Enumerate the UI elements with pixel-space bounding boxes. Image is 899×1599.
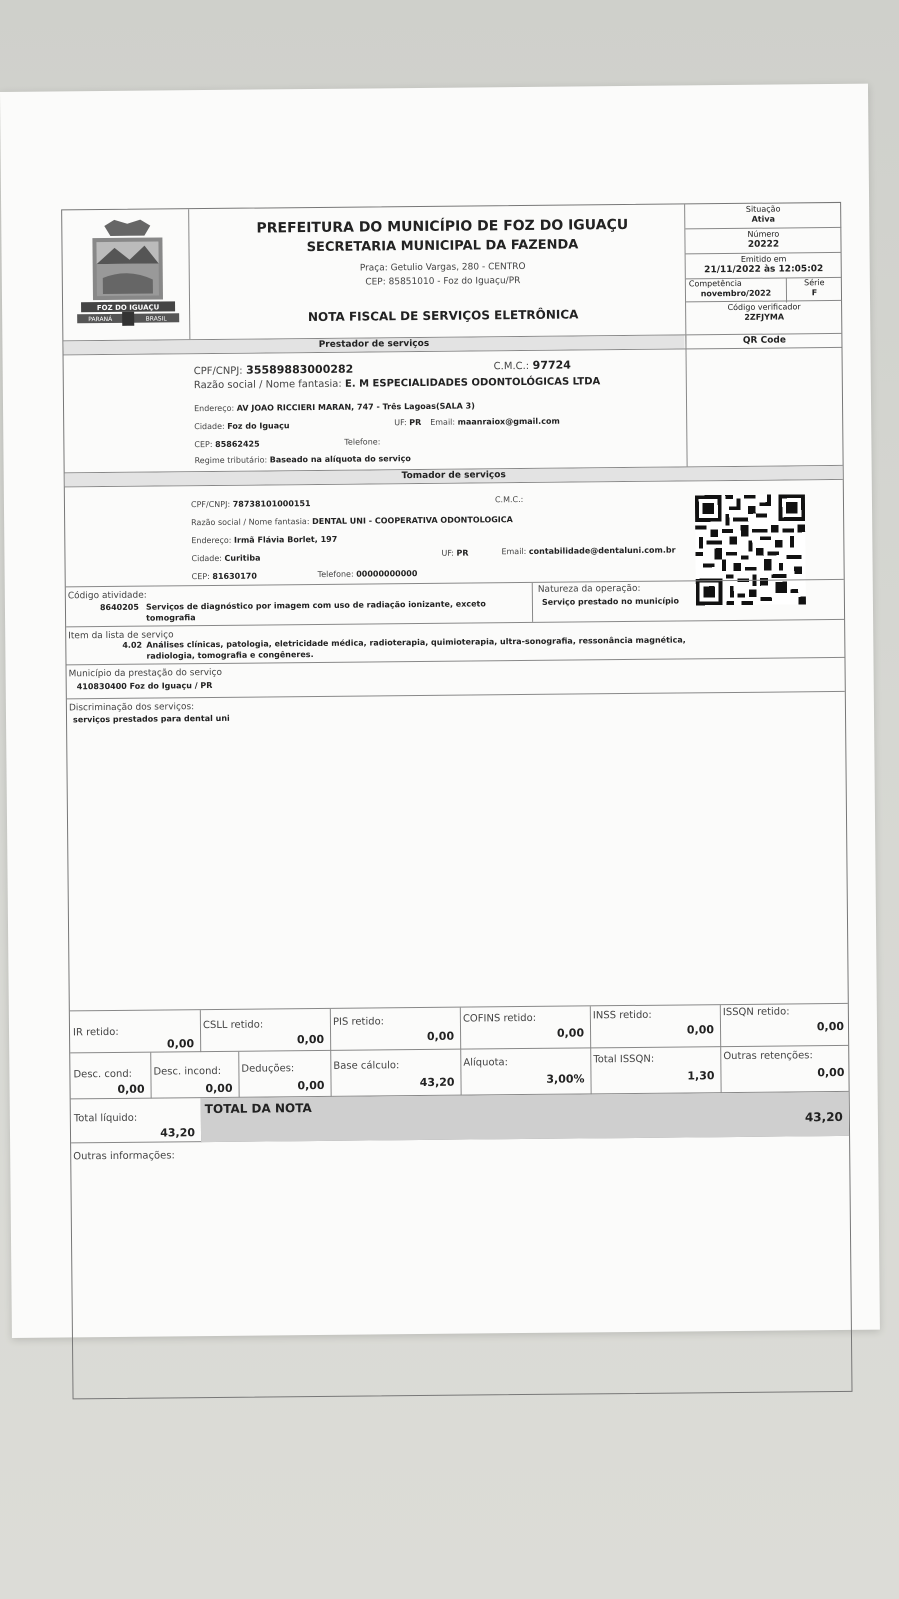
deductions: Deduções: 0,00 xyxy=(238,1051,331,1098)
tax-pis: PIS retido: 0,00 xyxy=(330,1008,461,1051)
provider-cep: CEP: 85862425 xyxy=(194,439,260,450)
tax-inss: INSS retido: 0,00 xyxy=(590,1005,721,1048)
customer-cnpj: CPF/CNPJ: 78738101000151 xyxy=(190,499,311,510)
service-item-label: Item da lista de serviço xyxy=(68,630,174,642)
operation-nature-value: Serviço prestado no município xyxy=(541,596,680,607)
status-panel xyxy=(684,203,842,335)
customer-section xyxy=(65,480,844,587)
series-value: F xyxy=(811,288,818,298)
competence-label: Competência xyxy=(688,278,742,289)
other-info-section xyxy=(71,1136,851,1393)
provider-uf: UF: PR xyxy=(394,417,422,428)
calculation-base: Base cálculo: 43,20 xyxy=(330,1050,461,1097)
tax-cofins: COFINS retido: 0,00 xyxy=(460,1006,591,1049)
customer-section-title: Tomador de serviços xyxy=(65,466,843,486)
activity-label: Código atividade: xyxy=(67,590,147,602)
customer-phone: Telefone: 00000000000 xyxy=(317,569,418,579)
municipality-title: PREFEITURA DO MUNICÍPIO DE FOZ DO IGUAÇU xyxy=(256,216,629,237)
provider-email: Email: maanraiox@gmail.com xyxy=(430,416,560,427)
provider-section xyxy=(64,348,843,473)
services-description-label: Discriminação dos serviços: xyxy=(68,702,195,714)
totals-row xyxy=(71,1092,849,1143)
net-total: Total líquido: 43,20 xyxy=(71,1098,202,1143)
address-line-2: CEP: 85851010 - Foz do Iguaçu/PR xyxy=(365,276,521,288)
service-item-description-2: radiologia, tomografia e congêneres. xyxy=(146,650,314,661)
activity-code: 8640205 xyxy=(99,602,139,613)
municipality-value: 410830400 Foz do Iguaçu / PR xyxy=(76,680,213,692)
svg-text:BRASIL: BRASIL xyxy=(145,315,167,323)
tax-withholding-row xyxy=(70,1004,848,1053)
series-label: Série xyxy=(804,278,825,288)
provider-phone: Telefone: xyxy=(344,437,381,447)
invoice-header xyxy=(62,203,841,341)
tax-csll: CSLL retido: 0,00 xyxy=(200,1009,331,1052)
customer-name: Razão social / Nome fantasia: DENTAL UNI - COOPERATIVA ODONTOLOGICA xyxy=(191,515,513,528)
paper-sheet xyxy=(0,84,880,1338)
tax-ir: IR retido: 0,00 xyxy=(70,1010,201,1053)
issued-value: 21/11/2022 às 12:05:02 xyxy=(704,264,824,276)
customer-cmc: C.M.C.: xyxy=(494,494,524,505)
tax-calculation-row xyxy=(70,1046,848,1099)
issued-label: Emitido em xyxy=(740,254,787,264)
invoice-total-label: TOTAL DA NOTA xyxy=(204,1101,312,1117)
provider-section-title: Prestador de serviços xyxy=(63,335,684,354)
discount-conditional: Desc. cond: 0,00 xyxy=(70,1053,151,1100)
customer-email: Email: contabilidade@dentaluni.com.br xyxy=(501,545,676,557)
status-value: Ativa xyxy=(751,214,775,224)
provider-cnpj: CPF/CNPJ: 35589883000282 xyxy=(193,362,354,378)
provider-tax-regime: Regime tributário: Baseado na alíquota do serviço xyxy=(194,454,411,466)
invoice-total-value: 43,20 xyxy=(804,1109,843,1125)
customer-uf: UF: PR xyxy=(441,548,469,558)
activity-description-2: tomografia xyxy=(146,613,196,623)
service-item-description-1: Análises clínicas, patologia, eletricidade médica, radioterapia, quimioterapia, ultra-sonografia, ressonância magnética, xyxy=(146,635,686,650)
customer-city: Cidade: Curitiba xyxy=(191,553,261,564)
provider-cmc: C.M.C.: 97724 xyxy=(493,358,571,373)
address-line-1: Praça: Getulio Vargas, 280 - CENTRO xyxy=(359,261,526,274)
city-coat-of-arms-icon xyxy=(74,217,181,328)
qr-code-label: QR Code xyxy=(685,334,842,349)
verification-label: Código verificador xyxy=(727,302,801,313)
verification-code: 2ZFJYMA xyxy=(744,312,785,322)
document-title: NOTA FISCAL DE SERVIÇOS ELETRÔNICA xyxy=(307,307,579,325)
competence-value: novembro/2022 xyxy=(700,288,772,299)
svg-text:FOZ DO IGUAÇU: FOZ DO IGUAÇU xyxy=(96,303,160,313)
other-withholdings: Outras retenções: 0,00 xyxy=(723,1050,845,1080)
status-label: Situação xyxy=(745,204,781,214)
invoice-total xyxy=(201,1092,849,1142)
svg-text:PARANÁ: PARANÁ xyxy=(88,315,113,324)
tax-issqn: ISSQN retido: 0,00 xyxy=(722,1006,845,1034)
tax-rate: Alíquota: 3,00% xyxy=(460,1048,591,1095)
operation-nature-label: Natureza da operação: xyxy=(537,583,641,595)
number-value: 20222 xyxy=(747,239,780,250)
other-info-label: Outras informações: xyxy=(73,1150,175,1163)
total-issqn: Total ISSQN: 1,30 xyxy=(590,1047,721,1094)
activity-description-1: Serviços de diagnóstico por imagem com uso de radiação ionizante, exceto xyxy=(145,599,486,612)
provider-address: Endereço: AV JOAO RICCIERI MARAN, 747 - Três Lagoas(SALA 3) xyxy=(194,401,475,414)
discount-unconditional: Desc. incond: 0,00 xyxy=(150,1052,239,1099)
services-description-value: serviços prestados para dental uni xyxy=(72,713,230,725)
number-label: Número xyxy=(747,229,780,239)
services-description-section xyxy=(67,692,848,1011)
provider-city: Cidade: Foz do Iguaçu xyxy=(194,421,290,432)
provider-name: Razão social / Nome fantasia: E. M ESPECIALIDADES ODONTOLÓGICAS LTDA xyxy=(193,376,601,392)
municipality-label: Município da prestação do serviço xyxy=(68,667,223,680)
customer-cep: CEP: 81630170 xyxy=(191,571,257,582)
department-title: SECRETARIA MUNICIPAL DA FAZENDA xyxy=(306,237,579,256)
service-item-code: 4.02 xyxy=(122,640,143,650)
invoice-document xyxy=(61,202,852,1399)
customer-address: Endereço: Irmã Flávia Borlet, 197 xyxy=(191,534,338,546)
